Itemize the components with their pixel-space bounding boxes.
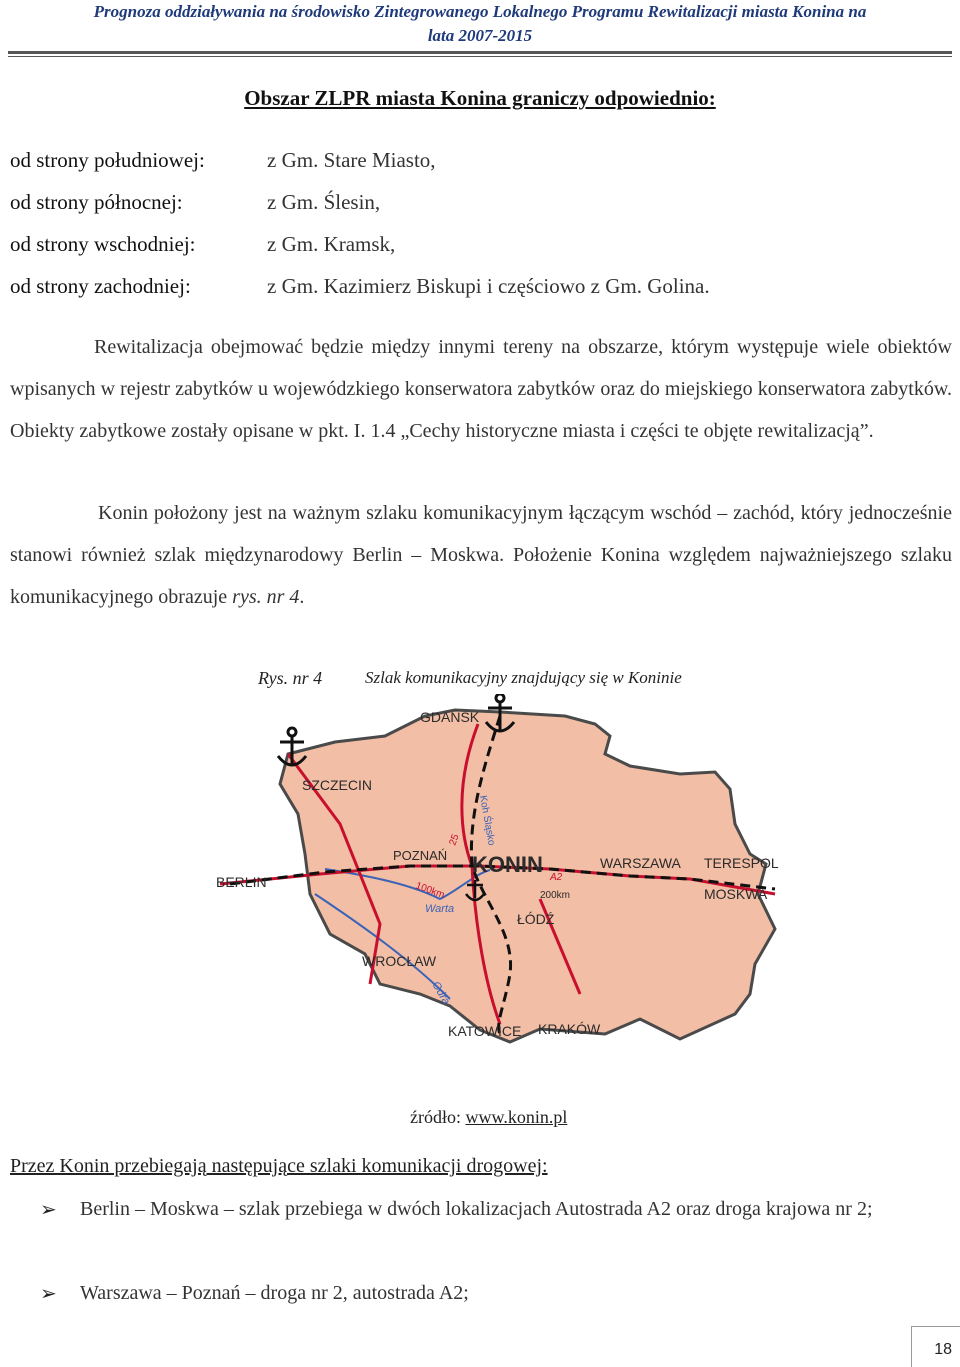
figure-caption: Szlak komunikacyjny znajdujący się w Koninie [365,668,682,687]
map-label-warta: Warta [425,903,455,915]
border-label: od strony południowej: [10,148,205,172]
header-line-1: Prognoza oddziaływania na środowisko Zintegrowanego Lokalnego Programu Rewitalizacji miasta Konina na [93,2,867,21]
map-label-distance-200: 200km [540,890,571,901]
routes-heading: Przez Konin przebiegają następujące szlaki komunikacji drogowej: [10,1155,548,1177]
map-label-berlin: BERLIN [216,874,267,890]
map-label-gdansk: GDAŃSK [420,709,480,725]
source-prefix: źródło: [410,1107,466,1127]
map-label-szczecin: SZCZECIN [302,777,372,793]
document-header [0,0,960,48]
figure-source [410,1107,567,1128]
anchor-icon [278,728,306,766]
source-link[interactable]: www.konin.pl [465,1107,568,1127]
map-label-wroclaw: WROCŁAW [362,953,437,969]
figure-reference: rys. nr 4 [232,586,300,608]
border-value: z Gm. Ślesin, [267,190,381,214]
bullet-arrow-icon: ➢ [40,1283,57,1305]
paragraph-rewitalizacja: Rewitalizacja obejmować będzie między innymi tereny na obszarze, którym występuje wiele obiektów wpisanych w rejestr zabytków u wojewódzkiego konserwatora zabytków oraz do miejskiego konserwatora zabytków. Obiekty zabytkowe zostały opisane w pkt. I. 1.4 „Cechy historyczne miasta i części te objęte rewitalizacją”. [10,336,952,442]
border-label: od strony zachodniej: [10,274,191,298]
map-label-moskwa: MOSKWA [704,886,768,902]
header-line-2: lata 2007-2015 [427,26,533,45]
header-rule [8,51,952,54]
map-label-a2: A2 [550,872,563,883]
map-label-distance-100: 100km [413,880,446,902]
paragraph-text: Konin położony jest na ważnym szlaku komunikacyjnym łączącym wschód – zachód, który jednocześnie stanowi również szlak międzynarodowy Berlin – Moskwa. Położenie Konina względem najważniejszego szlaku komunikacyjnego obrazuje [10,502,952,608]
border-value: z Gm. Stare Miasto, [267,148,436,172]
page-number: 18 [934,1341,952,1358]
figure-label: Rys. nr 4 [258,668,323,688]
header-rule-thin [8,56,952,57]
map-label-rail: Koh Śląsko [477,794,497,847]
border-label: od strony północnej: [10,190,183,214]
border-value: z Gm. Kazimierz Biskupi i częściowo z Gm. Golina. [267,274,710,298]
paragraph-konin-location [10,492,952,618]
bullet-item: Warszawa – Poznań – droga nr 2, autostrada A2; [80,1282,469,1304]
map-label-road-25: 25 [447,832,462,848]
map-label-konin: KONIN [472,852,543,877]
map-label-odra: Odra [429,979,453,1007]
poland-route-map [210,694,790,1104]
border-label: od strony wschodniej: [10,232,196,256]
map-label-warszawa: WARSZAWA [600,855,681,871]
paragraph-end: . [299,586,305,608]
map-label-poznan: POZNAŃ [393,848,448,863]
map-label-terespol: TERESPOL [704,855,779,871]
map-label-lodz: ŁÓDŹ [517,911,555,927]
bullet-item: Berlin – Moskwa – szlak przebiega w dwóch lokalizacjach Autostrada A2 oraz droga krajowa nr 2; [80,1198,873,1220]
border-value: z Gm. Kramsk, [267,232,396,256]
section-title: Obszar ZLPR miasta Konina graniczy odpowiednio: [244,86,716,110]
map-label-krakow: KRAKÓW [538,1021,601,1037]
bullet-arrow-icon: ➢ [40,1199,57,1221]
map-label-katowice: KATOWICE [448,1023,522,1039]
